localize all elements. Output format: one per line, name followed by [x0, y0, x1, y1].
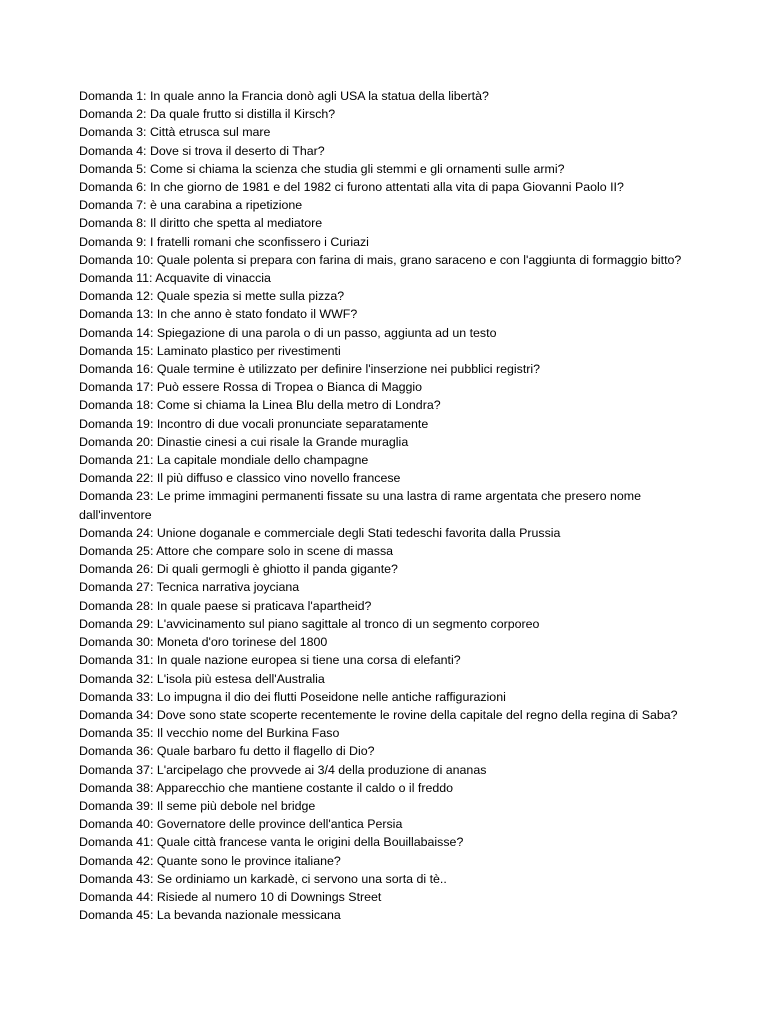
question-item: Domanda 44: Risiede al numero 10 di Downings Street — [79, 889, 382, 904]
question-item: Domanda 14: Spiegazione di una parola o di un passo, aggiunta ad un testo — [79, 325, 497, 340]
question-item: Domanda 33: Lo impugna il dio dei flutti Poseidone nelle antiche raffigurazioni — [79, 689, 506, 704]
question-item: Domanda 5: Come si chiama la scienza che studia gli stemmi e gli ornamenti sulle armi? — [79, 161, 565, 176]
question-item: Domanda 18: Come si chiama la Linea Blu della metro di Londra? — [79, 398, 441, 413]
question-item: Domanda 31: In quale nazione europea si tiene una corsa di elefanti? — [79, 653, 461, 668]
question-item: Domanda 7: è una carabina a ripetizione — [79, 198, 303, 213]
question-item: Domanda 24: Unione doganale e commerciale degli Stati tedeschi favorita dalla Prussia — [79, 525, 561, 540]
question-item: Domanda 2: Da quale frutto si distilla il Kirsch? — [79, 107, 336, 122]
question-item: Domanda 27: Tecnica narrativa joyciana — [79, 580, 300, 595]
question-item: Domanda 3: Città etrusca sul mare — [79, 125, 271, 140]
question-item: Domanda 42: Quante sono le province italiane? — [79, 853, 341, 868]
question-item: Domanda 29: L'avvicinamento sul piano sagittale al tronco di un segmento corporeo — [79, 616, 540, 631]
question-item: Domanda 15: Laminato plastico per rivestimenti — [79, 343, 341, 358]
question-item: Domanda 16: Quale termine è utilizzato per definire l'inserzione nei pubblici registri? — [79, 362, 541, 377]
question-item: Domanda 6: In che giorno de 1981 e del 1982 ci furono attentati alla vita di papa Giovanni Paolo II? — [79, 180, 624, 195]
question-item: Domanda 38: Apparecchio che mantiene costante il caldo o il freddo — [79, 780, 454, 795]
question-item: Domanda 12: Quale spezia si mette sulla pizza? — [79, 289, 345, 304]
question-item: Domanda 23: Le prime immagini permanenti fissate su una lastra di rame argentata che presero nome dall'inventore — [79, 489, 642, 522]
question-item: Domanda 30: Moneta d'oro torinese del 1800 — [79, 635, 328, 650]
question-item: Domanda 21: La capitale mondiale dello champagne — [79, 453, 369, 468]
question-item: Domanda 9: I fratelli romani che sconfissero i Curiazi — [79, 234, 369, 249]
question-item: Domanda 28: In quale paese si praticava l'apartheid? — [79, 598, 372, 613]
question-item: Domanda 39: Il seme più debole nel bridge — [79, 798, 316, 813]
question-item: Domanda 10: Quale polenta si prepara con farina di mais, grano saraceno e con l'aggiunta di formaggio bitto? — [79, 252, 682, 267]
question-item: Domanda 45: La bevanda nazionale messicana — [79, 908, 341, 923]
question-item: Domanda 32: L'isola più estesa dell'Australia — [79, 671, 325, 686]
question-item: Domanda 13: In che anno è stato fondato il WWF? — [79, 307, 358, 322]
question-item: Domanda 35: Il vecchio nome del Burkina Faso — [79, 726, 340, 741]
question-list — [79, 87, 699, 924]
question-item: Domanda 8: Il diritto che spetta al mediatore — [79, 216, 323, 231]
question-item: Domanda 19: Incontro di due vocali pronunciate separatamente — [79, 416, 429, 431]
question-item: Domanda 34: Dove sono state scoperte recentemente le rovine della capitale del regno della regina di Saba? — [79, 707, 678, 722]
question-item: Domanda 40: Governatore delle province dell'antica Persia — [79, 817, 403, 832]
question-item: Domanda 37: L'arcipelago che provvede ai 3/4 della produzione di ananas — [79, 762, 487, 777]
question-item: Domanda 20: Dinastie cinesi a cui risale la Grande muraglia — [79, 434, 409, 449]
question-item: Domanda 25: Attore che compare solo in scene di massa — [79, 544, 394, 559]
question-item: Domanda 11: Acquavite di vinaccia — [79, 271, 271, 286]
question-item: Domanda 41: Quale città francese vanta le origini della Bouillabaisse? — [79, 835, 464, 850]
question-item: Domanda 17: Può essere Rossa di Tropea o Bianca di Maggio — [79, 380, 423, 395]
question-item: Domanda 22: Il più diffuso e classico vino novello francese — [79, 471, 401, 486]
question-item: Domanda 36: Quale barbaro fu detto il flagello di Dio? — [79, 744, 375, 759]
question-item: Domanda 26: Di quali germogli è ghiotto il panda gigante? — [79, 562, 398, 577]
question-item: Domanda 1: In quale anno la Francia donò agli USA la statua della libertà? — [79, 89, 489, 103]
question-item: Domanda 43: Se ordiniamo un karkadè, ci servono una sorta di tè.. — [79, 871, 447, 886]
question-item: Domanda 4: Dove si trova il deserto di Thar? — [79, 143, 325, 158]
